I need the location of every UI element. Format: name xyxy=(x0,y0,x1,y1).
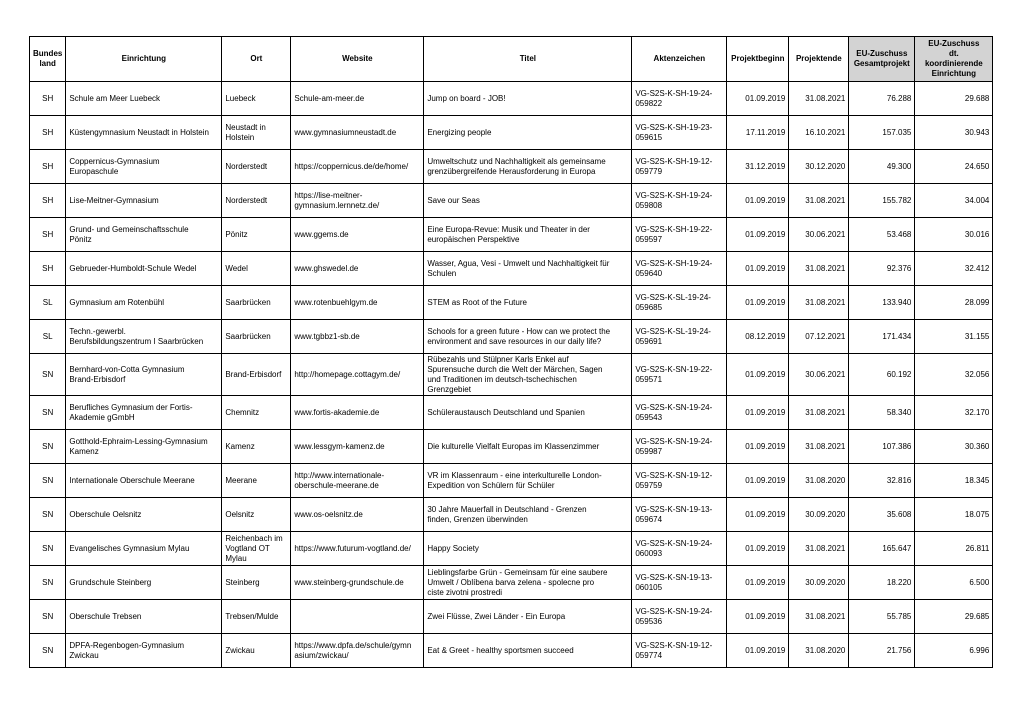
cell-aktenzeichen: VG-S2S-K-SN-19-22- 059571 xyxy=(632,354,727,396)
cell-website: www.ghswedel.de xyxy=(291,252,424,286)
cell-projektende: 31.08.2021 xyxy=(789,396,849,430)
cell-titel: Lieblingsfarbe Grün - Gemeinsam für eine saubere Umwelt / Oblíbena barva zelena - spolecne pro ciste zivotni prostredi xyxy=(424,566,632,600)
cell-bundesland: SH xyxy=(30,116,66,150)
cell-projektende: 31.08.2020 xyxy=(789,464,849,498)
cell-titel: VR im Klassenraum - eine interkulturelle London- Expedition von Schülern für Schüler xyxy=(424,464,632,498)
cell-titel: Umweltschutz und Nachhaltigkeit als gemeinsame grenzübergreifende Herausforderung in Europa xyxy=(424,150,632,184)
cell-projektbeginn: 01.09.2019 xyxy=(727,566,789,600)
cell-website: https://www.dpfa.de/schule/gymn asium/zwickau/ xyxy=(291,634,424,668)
cell-einrichtung: Schule am Meer Luebeck xyxy=(66,82,222,116)
cell-aktenzeichen: VG-S2S-K-SH-19-24- 059640 xyxy=(632,252,727,286)
cell-projektende: 31.08.2021 xyxy=(789,252,849,286)
cell-ort: Norderstedt xyxy=(222,150,291,184)
cell-website: www.fortis-akademie.de xyxy=(291,396,424,430)
cell-ort: Norderstedt xyxy=(222,184,291,218)
cell-aktenzeichen: VG-S2S-K-SL-19-24- 059691 xyxy=(632,320,727,354)
cell-projektbeginn: 17.11.2019 xyxy=(727,116,789,150)
cell-eu-zuschuss-gesamt: 53.468 xyxy=(849,218,915,252)
cell-website: http://www.internationale- oberschule-meerane.de xyxy=(291,464,424,498)
cell-aktenzeichen: VG-S2S-K-SN-19-13- 059674 xyxy=(632,498,727,532)
cell-aktenzeichen: VG-S2S-K-SL-19-24- 059685 xyxy=(632,286,727,320)
header-titel: Titel xyxy=(424,37,632,82)
header-bundesland: Bundes land xyxy=(30,37,66,82)
cell-titel: Eine Europa-Revue: Musik und Theater in der europäischen Perspektive xyxy=(424,218,632,252)
cell-ort: Brand-Erbisdorf xyxy=(222,354,291,396)
cell-website: https://lise-meitner- gymnasium.lernnetz.de/ xyxy=(291,184,424,218)
cell-aktenzeichen: VG-S2S-K-SN-19-24- 059543 xyxy=(632,396,727,430)
cell-einrichtung: Gebrueder-Humboldt-Schule Wedel xyxy=(66,252,222,286)
cell-eu-zuschuss-koordinierend: 24.650 xyxy=(915,150,993,184)
cell-eu-zuschuss-gesamt: 133.940 xyxy=(849,286,915,320)
cell-eu-zuschuss-koordinierend: 32.056 xyxy=(915,354,993,396)
table-row xyxy=(30,286,993,320)
cell-aktenzeichen: VG-S2S-K-SN-19-24- 060093 xyxy=(632,532,727,566)
table-row xyxy=(30,600,993,634)
cell-bundesland: SH xyxy=(30,218,66,252)
cell-eu-zuschuss-koordinierend: 18.345 xyxy=(915,464,993,498)
cell-aktenzeichen: VG-S2S-K-SH-19-24- 059822 xyxy=(632,82,727,116)
table-row xyxy=(30,464,993,498)
cell-aktenzeichen: VG-S2S-K-SN-19-12- 059759 xyxy=(632,464,727,498)
cell-projektende: 30.09.2020 xyxy=(789,566,849,600)
cell-ort: Wedel xyxy=(222,252,291,286)
cell-bundesland: SH xyxy=(30,82,66,116)
cell-aktenzeichen: VG-S2S-K-SN-19-24- 059536 xyxy=(632,600,727,634)
cell-eu-zuschuss-gesamt: 35.608 xyxy=(849,498,915,532)
cell-eu-zuschuss-koordinierend: 32.170 xyxy=(915,396,993,430)
cell-eu-zuschuss-gesamt: 165.647 xyxy=(849,532,915,566)
cell-bundesland: SN xyxy=(30,566,66,600)
cell-ort: Zwickau xyxy=(222,634,291,668)
cell-projektbeginn: 01.09.2019 xyxy=(727,498,789,532)
cell-einrichtung: Internationale Oberschule Meerane xyxy=(66,464,222,498)
table-row xyxy=(30,252,993,286)
cell-bundesland: SN xyxy=(30,600,66,634)
cell-titel: Schools for a green future - How can we protect the environment and save resources in our daily life? xyxy=(424,320,632,354)
header-row xyxy=(30,37,993,82)
table-row xyxy=(30,634,993,668)
cell-eu-zuschuss-koordinierend: 31.155 xyxy=(915,320,993,354)
cell-bundesland: SL xyxy=(30,286,66,320)
cell-aktenzeichen: VG-S2S-K-SH-19-22- 059597 xyxy=(632,218,727,252)
cell-bundesland: SN xyxy=(30,498,66,532)
cell-projektbeginn: 01.09.2019 xyxy=(727,82,789,116)
cell-projektbeginn: 01.09.2019 xyxy=(727,184,789,218)
table-row xyxy=(30,396,993,430)
cell-titel: Schüleraustausch Deutschland und Spanien xyxy=(424,396,632,430)
cell-ort: Trebsen/Mulde xyxy=(222,600,291,634)
cell-projektbeginn: 01.09.2019 xyxy=(727,396,789,430)
cell-einrichtung: Oberschule Trebsen xyxy=(66,600,222,634)
cell-eu-zuschuss-gesamt: 58.340 xyxy=(849,396,915,430)
cell-eu-zuschuss-koordinierend: 26.811 xyxy=(915,532,993,566)
cell-projektbeginn: 01.09.2019 xyxy=(727,218,789,252)
header-aktenzeichen: Aktenzeichen xyxy=(632,37,727,82)
cell-bundesland: SH xyxy=(30,184,66,218)
funding-table xyxy=(29,36,993,668)
cell-ort: Luebeck xyxy=(222,82,291,116)
cell-einrichtung: Gotthold-Ephraim-Lessing-Gymnasium Kamenz xyxy=(66,430,222,464)
cell-eu-zuschuss-gesamt: 21.756 xyxy=(849,634,915,668)
cell-einrichtung: Lise-Meitner-Gymnasium xyxy=(66,184,222,218)
cell-einrichtung: Evangelisches Gymnasium Mylau xyxy=(66,532,222,566)
cell-bundesland: SN xyxy=(30,354,66,396)
cell-website xyxy=(291,600,424,634)
table-row xyxy=(30,498,993,532)
header-projektbeginn: Projektbeginn xyxy=(727,37,789,82)
cell-projektbeginn: 31.12.2019 xyxy=(727,150,789,184)
cell-titel: Wasser, Agua, Vesi - Umwelt und Nachhaltigkeit für Schulen xyxy=(424,252,632,286)
cell-projektende: 31.08.2021 xyxy=(789,532,849,566)
cell-eu-zuschuss-gesamt: 60.192 xyxy=(849,354,915,396)
table-row xyxy=(30,82,993,116)
cell-ort: Kamenz xyxy=(222,430,291,464)
table-row xyxy=(30,184,993,218)
table-row xyxy=(30,320,993,354)
cell-projektbeginn: 01.09.2019 xyxy=(727,532,789,566)
cell-eu-zuschuss-gesamt: 171.434 xyxy=(849,320,915,354)
table-row xyxy=(30,430,993,464)
cell-einrichtung: Techn.-gewerbl. Berufsbildungszentrum I Saarbrücken xyxy=(66,320,222,354)
cell-website: www.tgbbz1-sb.de xyxy=(291,320,424,354)
cell-aktenzeichen: VG-S2S-K-SH-19-24- 059808 xyxy=(632,184,727,218)
cell-aktenzeichen: VG-S2S-K-SH-19-12- 059779 xyxy=(632,150,727,184)
cell-projektbeginn: 01.09.2019 xyxy=(727,464,789,498)
table-row xyxy=(30,354,993,396)
cell-titel: Die kulturelle Vielfalt Europas im Klassenzimmer xyxy=(424,430,632,464)
table-body xyxy=(30,82,993,668)
cell-einrichtung: Oberschule Oelsnitz xyxy=(66,498,222,532)
cell-titel: 30 Jahre Mauerfall in Deutschland - Grenzen finden, Grenzen überwinden xyxy=(424,498,632,532)
cell-eu-zuschuss-koordinierend: 30.360 xyxy=(915,430,993,464)
cell-website: https://coppernicus.de/de/home/ xyxy=(291,150,424,184)
cell-ort: Oelsnitz xyxy=(222,498,291,532)
cell-eu-zuschuss-gesamt: 107.386 xyxy=(849,430,915,464)
cell-ort: Pönitz xyxy=(222,218,291,252)
cell-aktenzeichen: VG-S2S-K-SN-19-24- 059987 xyxy=(632,430,727,464)
cell-eu-zuschuss-koordinierend: 30.016 xyxy=(915,218,993,252)
cell-website: Schule-am-meer.de xyxy=(291,82,424,116)
cell-projektende: 30.09.2020 xyxy=(789,498,849,532)
cell-projektbeginn: 01.09.2019 xyxy=(727,600,789,634)
cell-titel: Eat & Greet - healthy sportsmen succeed xyxy=(424,634,632,668)
cell-titel: Rübezahls und Stülpner Karls Enkel auf Spurensuche durch die Welt der Märchen, Sagen und Traditionen im deutsch-tschechischen Grenzgebiet xyxy=(424,354,632,396)
cell-projektende: 30.06.2021 xyxy=(789,218,849,252)
cell-titel: Save our Seas xyxy=(424,184,632,218)
table-row xyxy=(30,566,993,600)
cell-projektende: 31.08.2021 xyxy=(789,430,849,464)
cell-eu-zuschuss-gesamt: 49.300 xyxy=(849,150,915,184)
cell-bundesland: SN xyxy=(30,430,66,464)
cell-ort: Steinberg xyxy=(222,566,291,600)
cell-titel: Happy Society xyxy=(424,532,632,566)
header-eu-zuschuss-gesamt: EU-Zuschuss Gesamtprojekt xyxy=(849,37,915,82)
cell-ort: Meerane xyxy=(222,464,291,498)
cell-eu-zuschuss-gesamt: 92.376 xyxy=(849,252,915,286)
cell-einrichtung: Gymnasium am Rotenbühl xyxy=(66,286,222,320)
cell-projektende: 16.10.2021 xyxy=(789,116,849,150)
cell-ort: Saarbrücken xyxy=(222,286,291,320)
cell-titel: STEM as Root of the Future xyxy=(424,286,632,320)
cell-eu-zuschuss-koordinierend: 28.099 xyxy=(915,286,993,320)
cell-eu-zuschuss-koordinierend: 6.500 xyxy=(915,566,993,600)
cell-bundesland: SN xyxy=(30,396,66,430)
cell-eu-zuschuss-gesamt: 76.288 xyxy=(849,82,915,116)
cell-projektende: 07.12.2021 xyxy=(789,320,849,354)
cell-projektbeginn: 01.09.2019 xyxy=(727,430,789,464)
cell-einrichtung: Coppernicus-Gymnasium Europaschule xyxy=(66,150,222,184)
cell-eu-zuschuss-koordinierend: 29.688 xyxy=(915,82,993,116)
cell-eu-zuschuss-koordinierend: 32.412 xyxy=(915,252,993,286)
cell-website: www.gymnasiumneustadt.de xyxy=(291,116,424,150)
header-ort: Ort xyxy=(222,37,291,82)
cell-projektbeginn: 01.09.2019 xyxy=(727,252,789,286)
cell-projektende: 31.08.2021 xyxy=(789,82,849,116)
cell-projektende: 31.08.2020 xyxy=(789,634,849,668)
cell-bundesland: SN xyxy=(30,464,66,498)
cell-ort: Neustadt in Holstein xyxy=(222,116,291,150)
cell-eu-zuschuss-gesamt: 155.782 xyxy=(849,184,915,218)
cell-projektbeginn: 01.09.2019 xyxy=(727,354,789,396)
cell-projektbeginn: 08.12.2019 xyxy=(727,320,789,354)
cell-titel: Jump on board - JOB! xyxy=(424,82,632,116)
cell-einrichtung: Berufliches Gymnasium der Fortis- Akademie gGmbH xyxy=(66,396,222,430)
cell-einrichtung: DPFA-Regenbogen-Gymnasium Zwickau xyxy=(66,634,222,668)
cell-bundesland: SH xyxy=(30,150,66,184)
cell-einrichtung: Bernhard-von-Cotta Gymnasium Brand-Erbisdorf xyxy=(66,354,222,396)
cell-projektbeginn: 01.09.2019 xyxy=(727,286,789,320)
cell-projektbeginn: 01.09.2019 xyxy=(727,634,789,668)
table-row xyxy=(30,532,993,566)
header-website: Website xyxy=(291,37,424,82)
cell-ort: Chemnitz xyxy=(222,396,291,430)
header-einrichtung: Einrichtung xyxy=(66,37,222,82)
cell-website: https://www.futurum-vogtland.de/ xyxy=(291,532,424,566)
cell-einrichtung: Grund- und Gemeinschaftsschule Pönitz xyxy=(66,218,222,252)
cell-titel: Energizing people xyxy=(424,116,632,150)
table-row xyxy=(30,218,993,252)
cell-bundesland: SL xyxy=(30,320,66,354)
cell-eu-zuschuss-koordinierend: 34.004 xyxy=(915,184,993,218)
cell-eu-zuschuss-gesamt: 32.816 xyxy=(849,464,915,498)
header-eu-zuschuss-koordinierend: EU-Zuschuss dt. koordinierende Einrichtung xyxy=(915,37,993,82)
cell-bundesland: SH xyxy=(30,252,66,286)
cell-eu-zuschuss-koordinierend: 30.943 xyxy=(915,116,993,150)
cell-bundesland: SN xyxy=(30,532,66,566)
cell-website: http://homepage.cottagym.de/ xyxy=(291,354,424,396)
cell-website: www.lessgym-kamenz.de xyxy=(291,430,424,464)
cell-website: www.ggems.de xyxy=(291,218,424,252)
cell-titel: Zwei Flüsse, Zwei Länder - Ein Europa xyxy=(424,600,632,634)
cell-aktenzeichen: VG-S2S-K-SN-19-13- 060105 xyxy=(632,566,727,600)
cell-eu-zuschuss-koordinierend: 6.996 xyxy=(915,634,993,668)
cell-website: www.rotenbuehlgym.de xyxy=(291,286,424,320)
cell-eu-zuschuss-koordinierend: 29.685 xyxy=(915,600,993,634)
cell-website: www.steinberg-grundschule.de xyxy=(291,566,424,600)
cell-eu-zuschuss-gesamt: 157.035 xyxy=(849,116,915,150)
cell-ort: Reichenbach im Vogtland OT Mylau xyxy=(222,532,291,566)
cell-eu-zuschuss-gesamt: 55.785 xyxy=(849,600,915,634)
cell-projektende: 30.12.2020 xyxy=(789,150,849,184)
cell-projektende: 31.08.2021 xyxy=(789,600,849,634)
cell-bundesland: SN xyxy=(30,634,66,668)
cell-einrichtung: Küstengymnasium Neustadt in Holstein xyxy=(66,116,222,150)
cell-ort: Saarbrücken xyxy=(222,320,291,354)
cell-projektende: 31.08.2021 xyxy=(789,184,849,218)
table-row xyxy=(30,150,993,184)
cell-projektende: 30.06.2021 xyxy=(789,354,849,396)
cell-eu-zuschuss-koordinierend: 18.075 xyxy=(915,498,993,532)
cell-projektende: 31.08.2021 xyxy=(789,286,849,320)
cell-einrichtung: Grundschule Steinberg xyxy=(66,566,222,600)
cell-website: www.os-oelsnitz.de xyxy=(291,498,424,532)
cell-eu-zuschuss-gesamt: 18.220 xyxy=(849,566,915,600)
table-row xyxy=(30,116,993,150)
cell-aktenzeichen: VG-S2S-K-SN-19-12- 059774 xyxy=(632,634,727,668)
header-projektende: Projektende xyxy=(789,37,849,82)
cell-aktenzeichen: VG-S2S-K-SH-19-23- 059615 xyxy=(632,116,727,150)
